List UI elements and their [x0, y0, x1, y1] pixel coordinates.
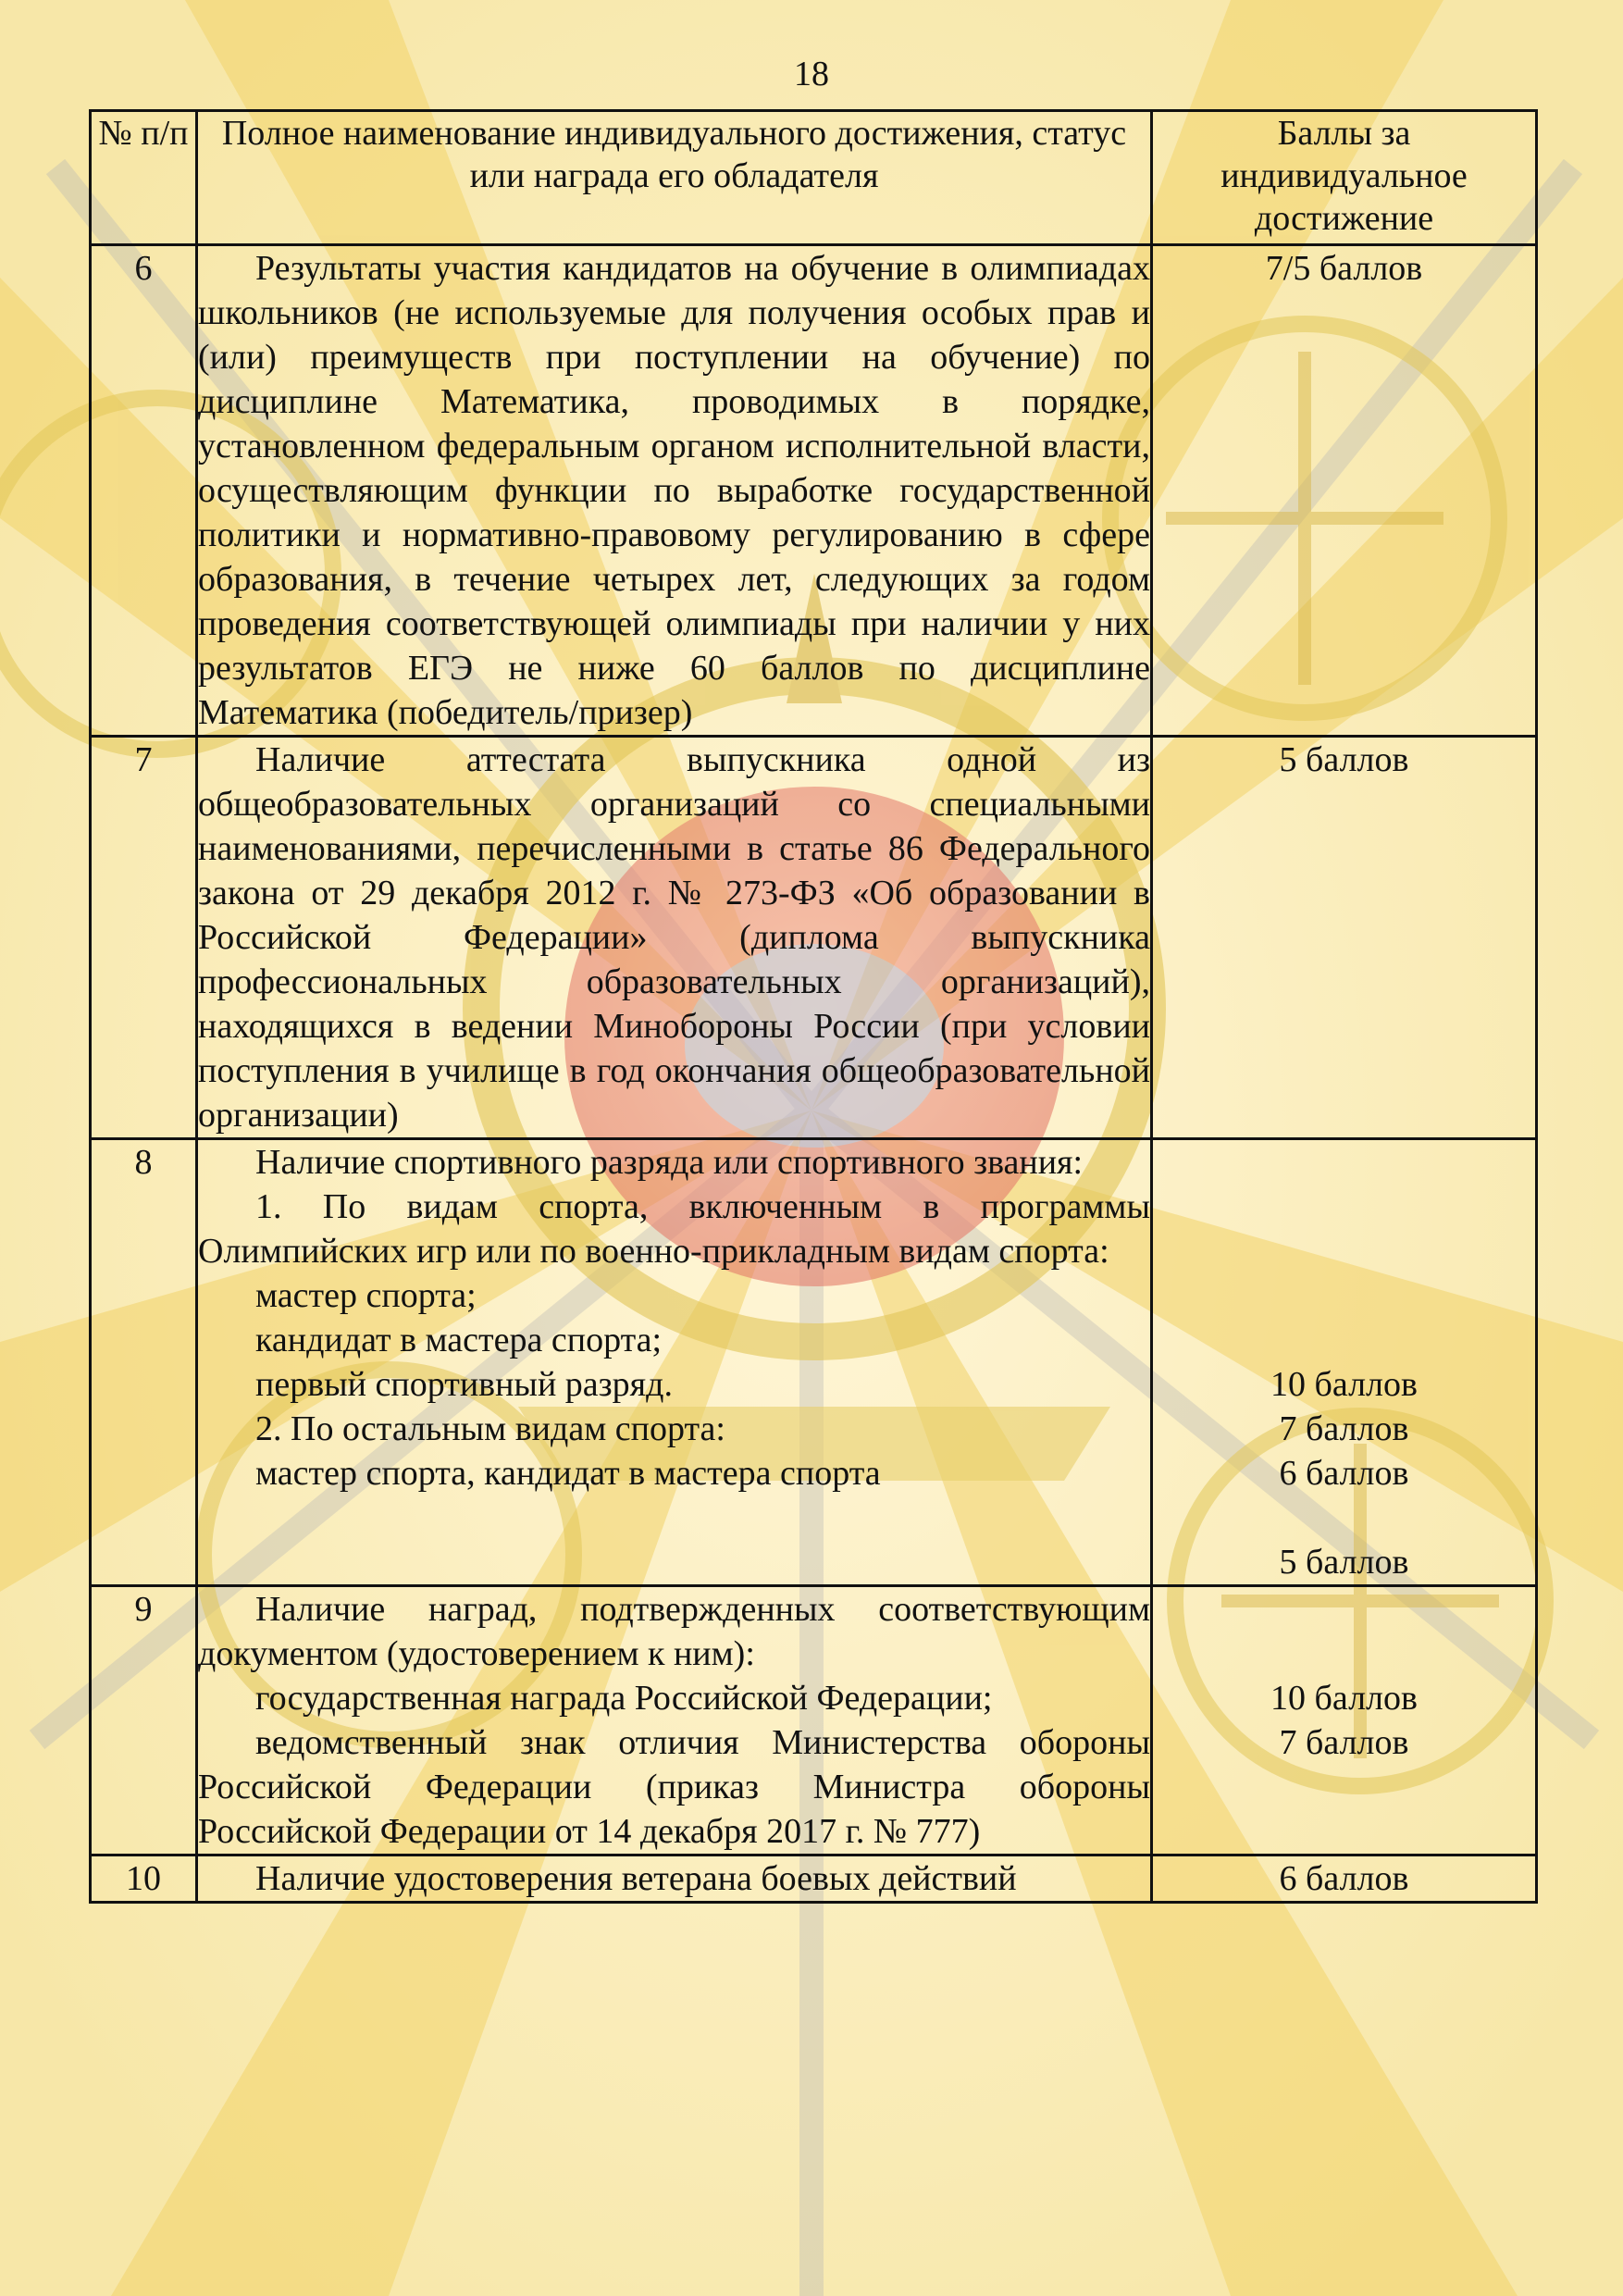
points-value: 5 баллов — [1279, 1543, 1409, 1582]
row-description — [197, 1855, 1152, 1903]
description-group-2: 2. По остальным видам спорта: — [255, 1409, 725, 1448]
description-item: мастер спорта, кандидат в мастера спорта — [255, 1454, 881, 1493]
row-points: 6 баллов — [1152, 1855, 1537, 1903]
table-row — [91, 1855, 1537, 1903]
description-group-1: 1. По видам спорта, включенным в программы Олимпийских игр или по военно-прикладным видам спорта: — [198, 1187, 1150, 1271]
points-value: 7 баллов — [1279, 1409, 1409, 1448]
table-row — [91, 1139, 1537, 1586]
points-value: 7 баллов — [1279, 1723, 1409, 1762]
row-points: 7/5 баллов — [1152, 245, 1537, 737]
achievements-table — [89, 109, 1538, 1904]
description-item: государственная награда Российской Федерации; — [255, 1679, 993, 1718]
description-intro: Наличие наград, подтвержденных соответствующим документом (удостоверением к ним): — [198, 1590, 1150, 1673]
points-value: 10 баллов — [1270, 1679, 1418, 1718]
header-description: Полное наименование индивидуального достижения, статус или награда его обладателя — [197, 111, 1152, 245]
row-number: 9 — [91, 1586, 197, 1855]
row-number: 10 — [91, 1855, 197, 1903]
description-text: Наличие аттестата выпускника одной из общеобразовательных организаций со специальными наименованиями, перечисленными в статье 86 Федерального закона от 29 декабря 2012 г. № 273-ФЗ «Об образовании в Российской Федерации» (диплома выпускника профессиональных образовательных организаций), находящихся в ведении Минобороны России (при условии поступления в училище в год окончания общеобразовательной организации) — [198, 740, 1150, 1135]
description-item: кандидат в мастера спорта; — [255, 1321, 663, 1359]
row-points — [1152, 1139, 1537, 1586]
row-description — [197, 245, 1152, 737]
row-description — [197, 1139, 1152, 1586]
description-item: мастер спорта; — [255, 1276, 477, 1315]
row-number: 6 — [91, 245, 197, 737]
table-header-row — [91, 111, 1537, 245]
row-number: 8 — [91, 1139, 197, 1586]
description-text: Результаты участия кандидатов на обучение в олимпиадах школьников (не используемые для получения особых прав и (или) преимуществ при поступлении на обучение) по дисциплине Математика, проводимых в порядке, установленном федеральным органом исполнительной власти, осуществляющим функции по выработке государственной политики и нормативно-правовому регулированию в сфере образования, в течение четырех лет, следующих за годом проведения соответствующей олимпиады при наличии у них результатов ЕГЭ не ниже 60 баллов по дисциплине Математика (победитель/призер) — [198, 249, 1150, 732]
header-points: Баллы за индивидуальное достижение — [1152, 111, 1537, 245]
description-item: ведомственный знак отличия Министерства обороны Российской Федерации (приказ Министра обороны Российской Федерации от 14 декабря 2017 г. № 777) — [198, 1723, 1150, 1851]
row-number: 7 — [91, 737, 197, 1139]
description-item: первый спортивный разряд. — [255, 1365, 673, 1404]
description-text: Наличие удостоверения ветерана боевых действий — [255, 1859, 1017, 1898]
row-description — [197, 1586, 1152, 1855]
table-row — [91, 245, 1537, 737]
row-description — [197, 737, 1152, 1139]
header-number: № п/п — [91, 111, 197, 245]
table-row — [91, 1586, 1537, 1855]
points-value: 6 баллов — [1279, 1454, 1409, 1493]
points-value: 10 баллов — [1270, 1365, 1418, 1404]
table-row — [91, 737, 1537, 1139]
row-points: 5 баллов — [1152, 737, 1537, 1139]
description-intro: Наличие спортивного разряда или спортивного звания: — [255, 1143, 1084, 1182]
page-number: 18 — [794, 55, 829, 93]
row-points — [1152, 1586, 1537, 1855]
